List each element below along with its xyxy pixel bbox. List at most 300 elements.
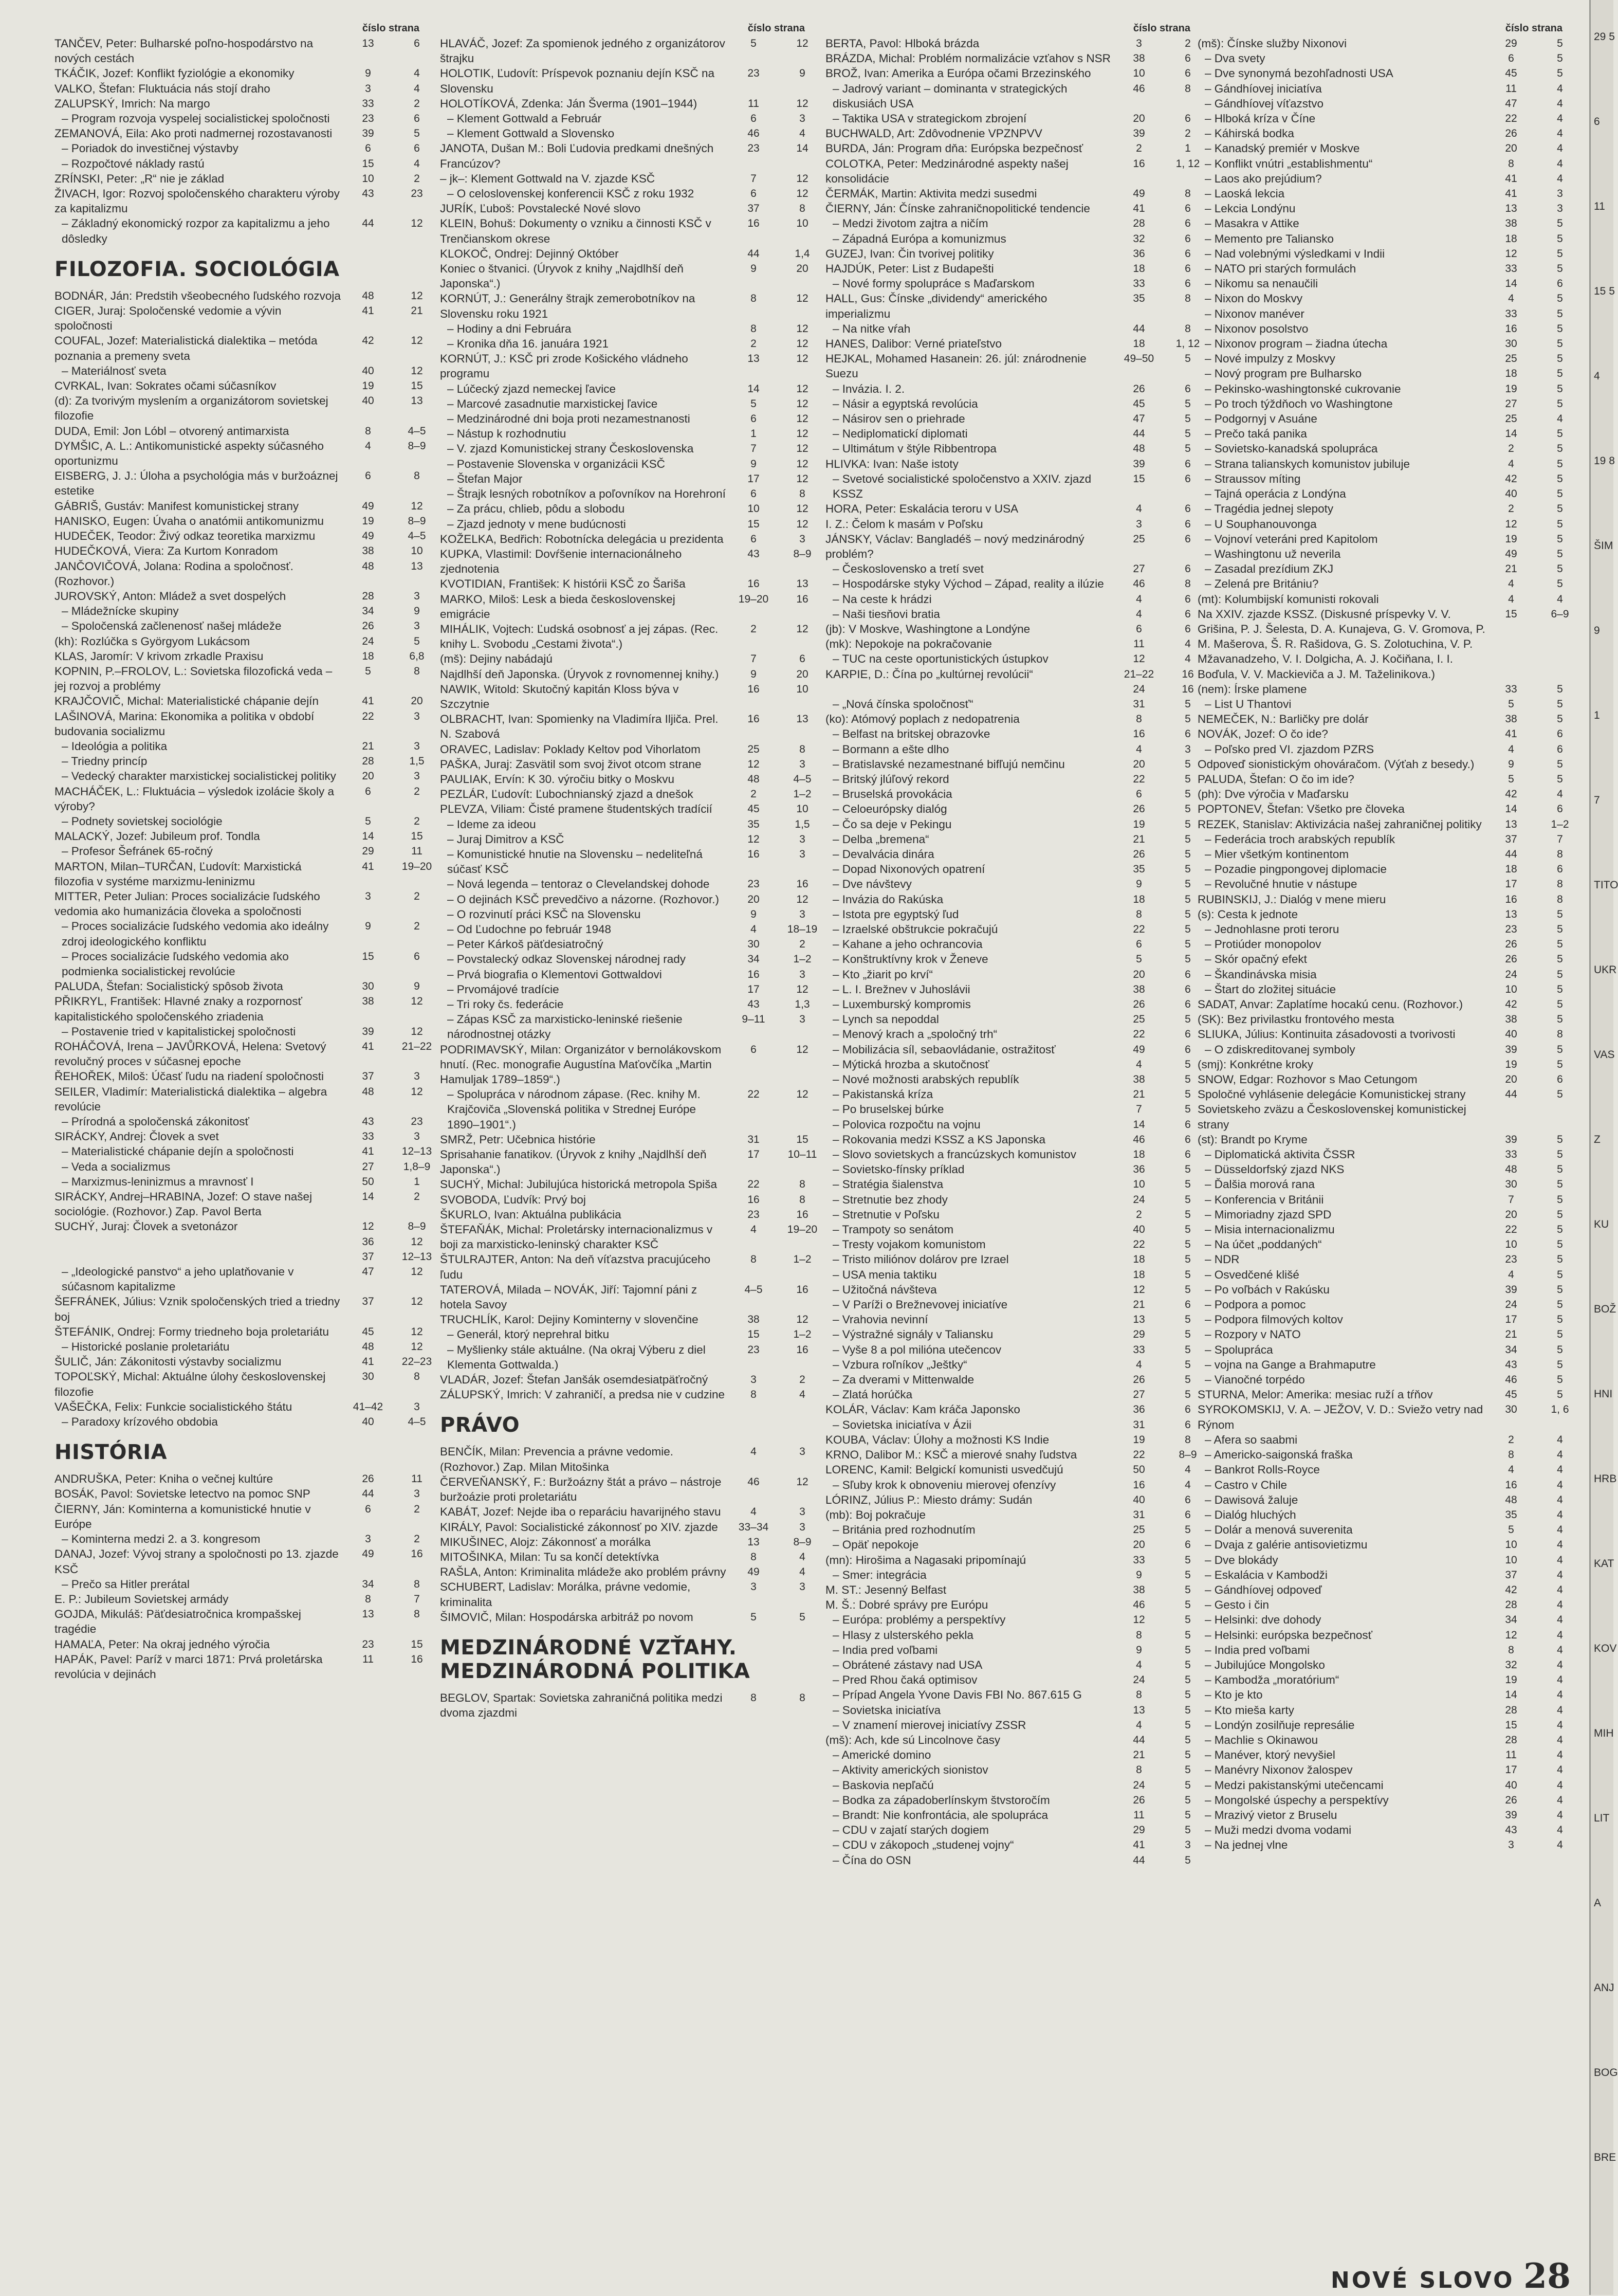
entry-title [54,1234,342,1249]
entry-title: – Británia pred rozhodnutím [833,1523,976,1537]
entry-title: – Poriadok do investičnej výstavby [62,142,238,155]
index-entry [440,532,825,546]
index-entry [54,499,440,514]
entry-title: HOLOTIK, Ľudovít: Príspevok poznaniu dejín KSČ na Slovensku [440,67,715,95]
index-entry [440,1387,825,1402]
entry-title: BEGLOV, Spartak: Sovietska zahraničná politika medzi dvoma zjazdmi [440,1691,723,1720]
index-entry [440,922,825,937]
entry-title: – Na nitke vŕah [833,322,911,335]
entry-title: – Hlboká kríza v Číne [1205,112,1316,125]
index-entry [54,529,440,543]
issue-number: 4 [750,1506,757,1518]
issue-number: 6 [365,785,371,797]
issue-number: 41 [362,695,374,707]
index-entry [440,1087,825,1132]
index-entry [54,1024,440,1039]
issue-number: 24 [1133,1779,1145,1791]
index-entry [825,1357,1211,1372]
index-column-3 [825,21,1211,1868]
index-entry [54,1234,440,1249]
index-entry [1198,697,1583,712]
page-reference: 4 [1185,1479,1191,1491]
page-reference: 12 [411,1025,423,1037]
page-reference: 21 [411,305,423,317]
issue-number: 38 [362,995,374,1008]
index-entry [440,1564,825,1579]
index-entry [825,1837,1211,1852]
issue-number: 9 [1508,758,1514,770]
entry-title: KOŽELKA, Bedřich: Robotnícka delegácia u prezidenta [440,532,724,545]
index-entry [54,1399,440,1414]
index-entry [54,514,440,529]
issue-number: 20 [362,770,374,782]
entry-title: – Jadrový variant – dominanta v strategických diskusiách USA [833,82,1068,110]
page-reference: 3 [799,968,805,980]
page-reference: 5 [1185,1238,1191,1251]
entry-title: MIHÁLIK, Vojtech: Ľudská osobnosť a jej zápas. (Rec. knihy L. Svobodu „Cestami života“.) [440,622,719,651]
page-reference: 4 [1557,1599,1563,1611]
page-reference: 5 [1557,217,1563,230]
page-reference: 12 [796,1088,808,1101]
index-entry [1198,1282,1583,1297]
page-reference: 4 [1557,1583,1563,1596]
entry-title: – Spolupráca [1205,1343,1273,1356]
entry-title: – Čína do OSN [833,1853,911,1867]
entry-title: – Kto mieša karty [1205,1703,1294,1717]
index-entry [54,1652,440,1682]
entry-title: STURNA, Melor: Amerika: mesiac ruží a tŕňov [1198,1388,1433,1401]
index-entry [825,126,1211,141]
page-reference: 23 [411,188,423,200]
index-entry [54,1607,440,1636]
entry-title: PALUDA, Štefan: Socialistický spôsob života [54,980,283,993]
page-reference: 4 [1557,1433,1563,1446]
issue-number: 19–20 [738,593,769,605]
entry-title: MALACKÝ, Jozef: Jubileum prof. Tondla [54,830,260,843]
issue-number: 12 [362,1220,374,1233]
issue-number: 41 [362,1356,374,1368]
page-reference: 5 [1185,1764,1191,1776]
page-reference: 5 [1185,818,1191,830]
page-reference: 5 [1557,353,1563,365]
issue-number: 44 [1133,428,1145,440]
issue-number: 14 [1133,1118,1145,1131]
issue-number: 42 [1505,472,1517,485]
issue-number: 13 [1505,203,1517,215]
index-column-4 [1198,21,1583,1853]
page-reference: 12 [411,1341,423,1353]
page-reference: 12 [796,188,808,200]
issue-number: 38 [1133,1073,1145,1086]
issue-number: 12 [1133,1283,1145,1296]
entry-title: VLADÁR, Jozef: Štefan Janšák osemdesiatpäťročný [440,1373,708,1387]
entry-title: – Postavenie Slovenska v organizácii KSČ [447,457,665,470]
index-entry [440,952,825,967]
issue-number: 4 [1136,1358,1142,1371]
page-reference: 5 [1185,1554,1191,1566]
index-entry [825,291,1211,321]
page-reference: 20 [796,263,808,275]
index-entry [1198,231,1583,246]
entry-title: – Tresty vojakom komunistom [833,1238,986,1251]
entry-title: – Celoeurópsky dialóg [833,803,947,816]
page-reference: 5 [799,1611,805,1623]
entry-title: – Mrazivý vietor z Bruselu [1205,1808,1337,1821]
issue-number: 26 [1505,1794,1517,1806]
issue-number: 23 [362,1638,374,1650]
page-reference: 6 [1185,1299,1191,1311]
index-entry [1198,907,1583,922]
issue-number: 16 [747,1193,760,1206]
index-entry [1198,1087,1583,1132]
issue-number: 6 [365,470,371,482]
index-entry [1198,1762,1583,1777]
issue-number: 5 [1508,773,1514,785]
page-reference: 4 [1557,1644,1563,1656]
page-reference: 9 [414,605,420,617]
page-reference: 11 [411,1473,422,1485]
page-reference: 5 [1185,953,1191,965]
entry-title: – Rokovania medzi KSSZ a KS Japonska [833,1133,1045,1146]
issue-number: 41 [362,860,374,872]
entry-title: (st): Brandt po Kryme [1198,1133,1308,1146]
issue-number: 49 [1133,1043,1145,1055]
index-entry [1198,1643,1583,1657]
index-entry [1198,457,1583,471]
index-entry [54,111,440,126]
index-entry [1198,1147,1583,1162]
index-entry [54,303,440,333]
page-reference: 8 [414,1371,420,1383]
issue-number: 34 [747,953,760,965]
entry-title: – Tristo miliónov dolárov pre Izrael [833,1253,1009,1266]
page-reference: 5 [1557,382,1563,395]
issue-number: 4 [1136,1058,1142,1070]
issue-number: 2 [1136,142,1142,155]
issue-number: 10 [1505,1539,1517,1551]
index-entry [54,694,440,708]
issue-number: 16 [747,578,760,590]
page-reference: 14 [796,142,808,155]
issue-number: 36 [1133,1163,1145,1176]
index-entry [825,1537,1211,1552]
page-reference: 2 [414,1533,420,1545]
entry-title: LAŠINOVÁ, Marina: Ekonomika a politika v období budovania socializmu [54,709,315,738]
page-reference: 5 [1185,1103,1191,1116]
index-entry [825,156,1211,186]
entry-title: – Afera so saabmi [1205,1433,1298,1446]
issue-number: 4 [1136,608,1142,620]
entry-title: – Výstražné signály v Taliansku [833,1328,994,1341]
page-reference: 5 [1185,1599,1191,1611]
issue-number: 7 [1508,1193,1514,1206]
page-reference: 5 [1185,1058,1191,1070]
index-entry [1198,96,1583,111]
page-reference: 15 [411,1638,423,1650]
entry-title: – India pred voľbami [1205,1643,1310,1656]
index-entry [440,471,825,486]
issue-number: 6 [1508,52,1514,65]
entry-title: (d): Za tvorivým myslením a organizátorom sovietskej filozofie [54,394,328,423]
issue-number: 21 [362,740,374,752]
issue-number: 4 [750,1446,757,1458]
entry-title: – Misia internacionalizmu [1205,1223,1335,1236]
page-reference: 1, 6 [1551,1404,1569,1416]
entry-title: – Kahane a jeho ochrancovia [833,938,983,951]
page-number: 28 [1523,2256,1571,2296]
page-reference: 19–20 [401,860,432,872]
entry-title: – Hodiny a dni Februára [447,322,572,335]
entry-title: HALL, Gus: Čínske „dividendy“ amerického imperializmu [825,292,1047,320]
entry-title: Spoločné vyhlásenie delegácie Komunistickej strany Sovietskeho zväzu a Československej komunistickej strany [1198,1088,1466,1131]
issue-number: 39 [1505,1809,1517,1821]
page-reference: 8 [799,488,805,500]
index-entry [440,351,825,381]
issue-number: 28 [362,755,374,768]
index-entry [54,1471,440,1486]
entry-title: – Marxizmus-leninizmus a mravnosť I [62,1175,254,1188]
entry-title: – Hospodárske styky Východ – Západ, reality a ilúzie [833,577,1104,591]
page-reference: 5 [1557,908,1563,920]
index-entry [1198,1478,1583,1492]
entry-title: ŠEFRÁNEK, Július: Vznik spoločenských tried a triedny boj [54,1295,340,1323]
page-reference: 6 [1185,968,1191,980]
entry-title: – Helsinki: európska bezpečnosť [1205,1628,1373,1642]
entry-title: – Komunistické hnutie na Slovensku – nedeliteľná súčasť KSČ [447,847,703,876]
entry-title: (s): Cesta k jednote [1198,907,1298,921]
index-entry [440,1042,825,1087]
page-reference: 5 [1185,1719,1191,1731]
issue-number: 18 [1505,232,1517,245]
entry-title: HUDEČEK, Teodor: Živý odkaz teoretika marxizmu [54,530,316,543]
issue-number: 4 [750,923,757,935]
index-entry [440,1282,825,1312]
index-entry [440,1132,825,1147]
entry-title: CIGER, Juraj: Spoločenské vedomie a vývin spoločnosti [54,304,282,333]
entry-title: – jk–: Klement Gottwald na V. zjazde KSČ [440,172,655,185]
entry-title: – Vyše 8 a pol milióna utečencov [833,1343,1002,1356]
entry-title: – Bruselská provokácia [833,788,952,801]
page-reference: 5 [1557,247,1563,260]
index-entry [825,532,1211,561]
page-reference: 12 [411,500,423,512]
issue-number: 26 [1505,938,1517,951]
issue-number: 18 [362,650,374,662]
section-heading: HISTÓRIA [54,1441,168,1465]
index-entry [440,216,825,246]
entry-title: – Nové formy spolupráce s Maďarskom [833,277,1035,290]
issue-number: 26 [1133,803,1145,815]
issue-number: 17 [747,1149,760,1161]
entry-title: – Postavenie tried v kapitalistickej spoločnosti [62,1025,296,1038]
index-entry [825,1522,1211,1537]
entry-title: ZALUPSKÝ, Imrich: Na margo [54,97,210,110]
index-entry [825,997,1211,1012]
entry-title: BOSÁK, Pavol: Sovietske letectvo na pomoc SNP [54,1487,310,1501]
entry-title: – Straussov míting [1205,472,1301,485]
issue-number: 15 [1505,608,1517,620]
issue-number: 37 [1505,833,1517,845]
entry-title: – Proces socializácie ľudského vedomia ako podmienka socialistickej revolúcie [62,950,289,978]
entry-title: – Medzi životom zajtra a ničím [833,217,988,230]
index-entry [825,801,1211,816]
page-reference: 12 [796,293,808,305]
entry-title: – Vzbura roľníkov „Ještky“ [833,1358,967,1371]
index-entry [825,1687,1211,1702]
index-entry [825,607,1211,622]
issue-number: 18 [1133,338,1145,350]
index-entry [825,1237,1211,1252]
page-reference: 5 [1557,698,1563,710]
page-reference: 3 [1557,203,1563,215]
page-reference: 1, 12 [1175,157,1200,170]
issue-number: 10 [362,172,374,185]
page-reference: 1 [414,1175,420,1188]
issue-number: 11 [1133,1809,1145,1821]
page-reference: 6 [1185,113,1191,125]
page-reference: 6 [1557,278,1563,290]
page-reference: 13 [411,395,423,407]
entry-title: KOPNIN, P.–FROLOV, L.: Sovietska filozofická veda – jej rozvoj a problémy [54,664,333,693]
page-reference: 6 [1185,983,1191,995]
issue-number: 29 [1133,1824,1145,1836]
issue-number: 9–11 [742,1013,765,1026]
entry-title: – Prvomájové tradície [447,982,559,996]
issue-number: 37 [362,1070,374,1083]
page-reference: 5 [1185,788,1191,800]
issue-number: 13 [1505,908,1517,920]
issue-number: 33 [362,1131,374,1143]
page-reference: 5 [1557,548,1563,560]
entry-title: – Marcové zasadnutie marxistickej ľavice [447,397,658,410]
page-reference: 5 [1557,968,1563,980]
issue-number: 1 [750,428,757,440]
index-entry [825,1012,1211,1027]
index-entry [1198,517,1583,532]
index-entry [825,1312,1211,1327]
page-reference: 8 [799,1178,805,1191]
entry-title: – Lynch sa nepoddal [833,1013,939,1026]
page-reference: 6 [1185,278,1191,290]
page-reference: 5 [1185,1614,1191,1626]
page-reference: 6 [414,142,420,155]
entry-title: – Kto „žiarit po krví“ [833,968,933,981]
issue-number: 48 [1133,443,1145,455]
entry-title: – Revolučné hnutie v nástupe [1205,878,1357,891]
issue-number: 39 [1505,1043,1517,1055]
entry-title [825,682,1113,697]
partial-fragment: 6 [1594,116,1600,127]
index-entry [440,667,825,682]
issue-number: 22 [1133,1449,1145,1461]
entry-title: ŠTEFÁNIK, Ondrej: Formy triedneho boja proletariátu [54,1325,329,1338]
page-reference: 5 [1185,773,1191,785]
issue-number: 5 [1508,698,1514,710]
index-entry [1198,381,1583,396]
issue-number: 8 [365,425,371,437]
entry-title: – Poľsko pred VI. zjazdom PZRS [1205,742,1374,756]
page-reference: 5 [1557,397,1563,410]
index-entry [440,907,825,922]
page-reference: 4 [1557,172,1563,185]
issue-number: 15 [747,1328,760,1341]
index-entry [1198,246,1583,261]
issue-number: 6 [365,142,371,155]
partial-fragment: KU [1594,1218,1609,1230]
entry-title: – Masakra v Attike [1205,217,1299,230]
issue-number: 37 [362,1296,374,1308]
page-reference: 5 [1185,1644,1191,1656]
page-reference: 8 [799,203,805,215]
entry-title: KLAS, Jaromír: V krivom zrkadle Praxisu [54,649,264,663]
index-entry [440,396,825,411]
entry-title: – List U Thantovi [1205,697,1292,710]
entry-title: – Britský jlúľový rekord [833,772,949,786]
entry-title: – Bodka za západoberlínskym štvstoročím [833,1793,1050,1807]
index-entry [1198,1778,1583,1793]
index-entry [440,1372,825,1387]
page-reference: 4 [1557,1794,1563,1806]
entry-title: DANAJ, Jozef: Vývoj strany a spoločnosti po 13. zjazde KSČ [54,1547,339,1576]
issue-number: 46 [1133,1133,1145,1145]
index-entry [825,682,1211,697]
page-reference: 4 [1557,413,1563,425]
issue-number: 8 [1136,1764,1142,1776]
index-entry [440,411,825,426]
entry-title: (ph): Dve výročia v Maďarsku [1198,788,1349,801]
page-reference: 12 [411,1266,423,1278]
entry-title: PAULIAK, Ervín: K 30. výročiu bitky o Moskvu [440,772,674,786]
index-entry [825,51,1211,66]
entry-title: – Taktika USA v strategickom zbrojení [833,112,1027,125]
page-reference: 4 [1185,1464,1191,1476]
index-entry [440,832,825,847]
index-entry [54,1502,440,1532]
index-entry [440,1147,825,1177]
entry-title: – Obrátené zástavy nad USA [833,1658,983,1671]
page-reference: 5 [1557,533,1563,545]
page-reference: 5 [1557,368,1563,380]
page-reference: 5 [1185,1674,1191,1686]
issue-number: 7 [750,443,757,455]
issue-number: 40 [1133,1493,1145,1506]
issue-number: 10 [1505,983,1517,995]
entry-title: – Londýn zosilňuje represálie [1205,1718,1355,1732]
index-entry [825,81,1211,111]
entry-title: – Prírodná a spoločenská zákonitosť [62,1115,249,1128]
issue-number: 6 [1136,623,1142,635]
index-entry [825,246,1211,261]
issue-number: 30 [1505,1404,1517,1416]
issue-number: 22 [1133,773,1145,785]
entry-title: – USA menia taktiku [833,1268,937,1281]
issue-number: 26 [1133,998,1145,1010]
page-reference: 6 [1557,1073,1563,1086]
issue-number: 31 [1133,698,1145,710]
page-reference: 12 [411,1085,423,1098]
index-entry [440,787,825,801]
entry-title: – Násirov sen o priehrade [833,412,965,426]
entry-title: – Opäť nepokoje [833,1538,919,1552]
page-reference: 5 [1557,1178,1563,1191]
issue-number: 48 [362,1341,374,1353]
page-reference: 2 [414,1503,420,1515]
page-reference: 5 [414,635,420,647]
page-reference: 8–9 [408,515,426,527]
issue-number: 13 [747,353,760,365]
issue-number: 25 [1133,1013,1145,1026]
page-reference: 5 [1185,1389,1191,1401]
